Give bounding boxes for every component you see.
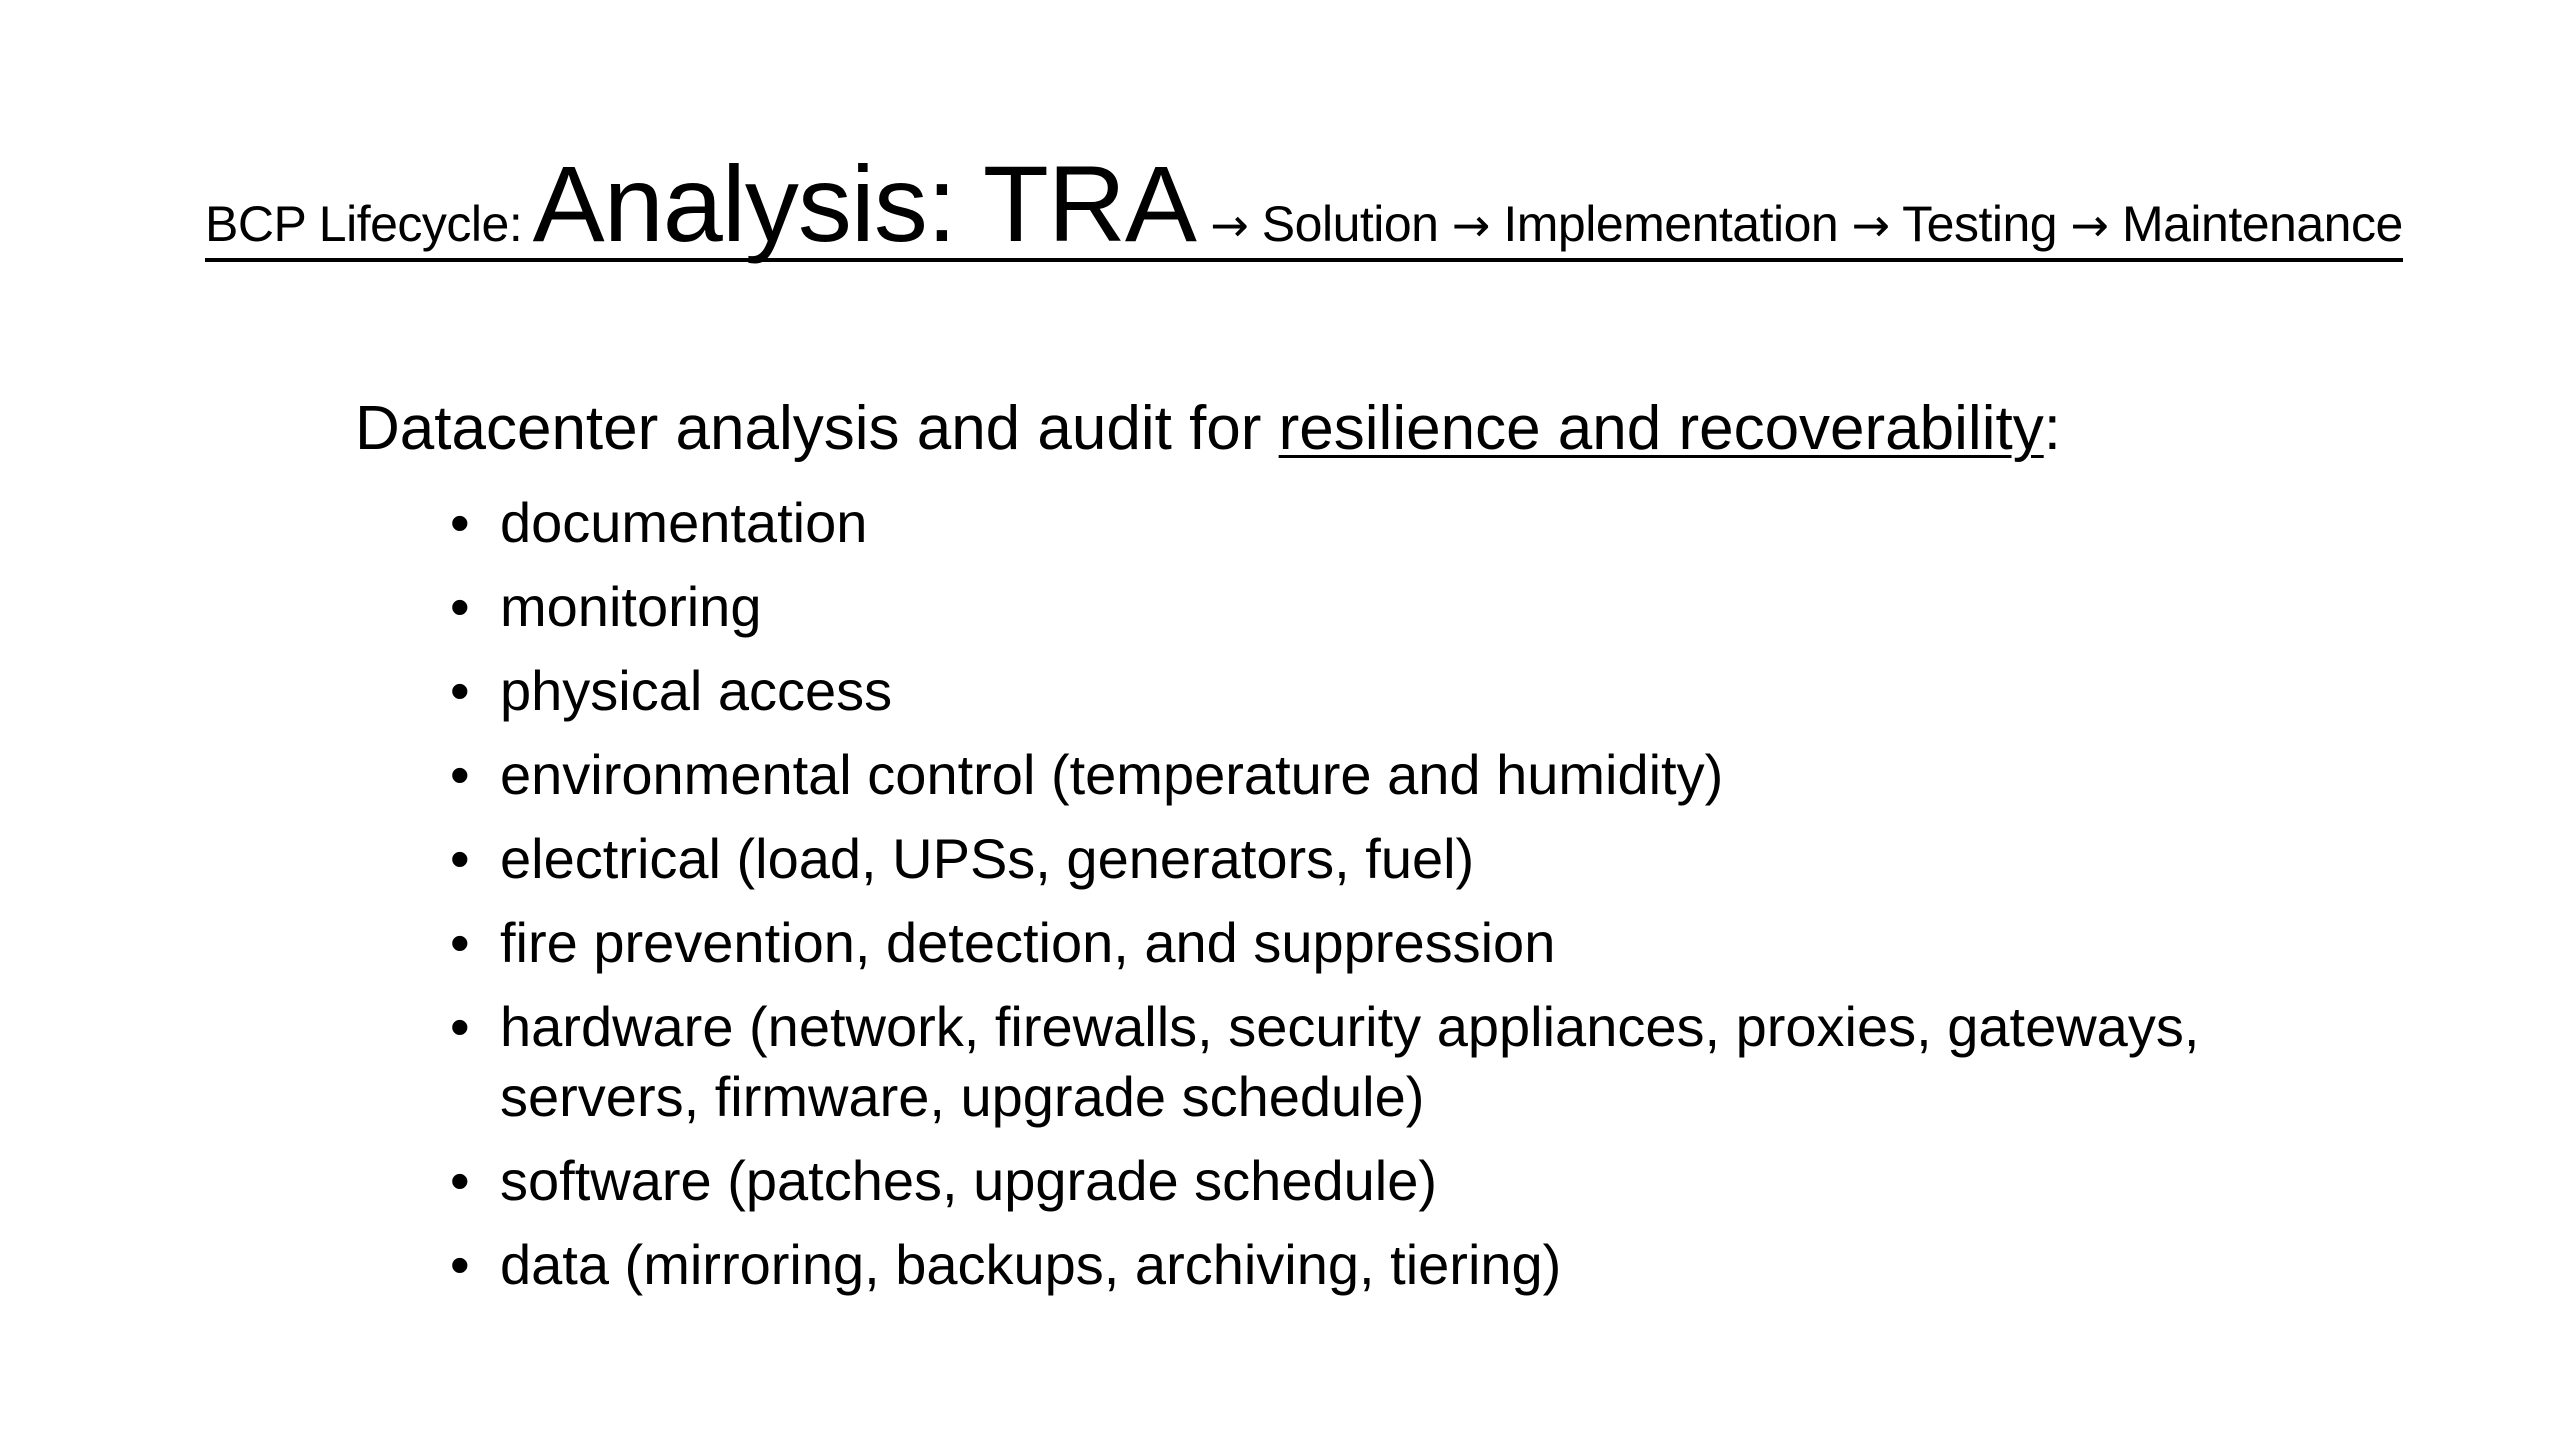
bullet-icon: • [450,911,470,974]
list-item-text: software (patches, upgrade schedule) [500,1149,1437,1212]
title-step-maintenance: Maintenance [2121,196,2403,252]
list-item [450,488,2350,558]
list-item-text: hardware (network, firewalls, security appliances, proxies, gateways, servers, firmware, upgrade schedule) [500,995,2200,1128]
arrow-right-icon: → [2070,198,2109,252]
list-item [450,908,2350,978]
bullet-icon: • [450,995,470,1058]
list-item-text: documentation [500,491,868,554]
intro-text: Datacenter analysis and audit for [355,394,1279,463]
list-item [450,572,2350,642]
title-step-testing: Testing [1902,196,2058,252]
title-step-implementation: Implementation [1503,196,1839,252]
title-steps [1210,196,2402,252]
bullet-icon: • [450,491,470,554]
bullet-icon: • [450,659,470,722]
list-item-text: data (mirroring, backups, archiving, tiering) [500,1233,1562,1296]
title-prefix: BCP Lifecycle: [205,196,523,252]
bullet-icon: • [450,1149,470,1212]
list-item [450,656,2350,726]
bullet-icon: • [450,743,470,806]
list-item [450,1230,2350,1300]
slide-title [205,143,2405,264]
list-item [450,740,2350,810]
intro-underlined-text: resilience and recoverability [1278,394,2044,463]
list-item-text: electrical (load, UPSs, generators, fuel) [500,827,1475,890]
list-item-text: monitoring [500,575,762,638]
arrow-right-icon: → [1210,198,1249,252]
intro-colon: : [2043,394,2061,463]
bullet-list [450,488,2350,1314]
list-item-text: fire prevention, detection, and suppression [500,911,1556,974]
list-item-text: environmental control (temperature and humidity) [500,743,1724,806]
list-item [450,992,2350,1132]
title-current-phase: Analysis: TRA [532,143,1196,264]
arrow-right-icon: → [1851,198,1890,252]
bullet-icon: • [450,1233,470,1296]
intro-line [355,395,2061,463]
list-item [450,1146,2350,1216]
arrow-right-icon: → [1451,198,1490,252]
title-step-solution: Solution [1261,196,1439,252]
list-item-text: physical access [500,659,893,722]
bullet-icon: • [450,575,470,638]
bullet-icon: • [450,827,470,890]
title-underline-group [205,143,2403,264]
list-item [450,824,2350,894]
